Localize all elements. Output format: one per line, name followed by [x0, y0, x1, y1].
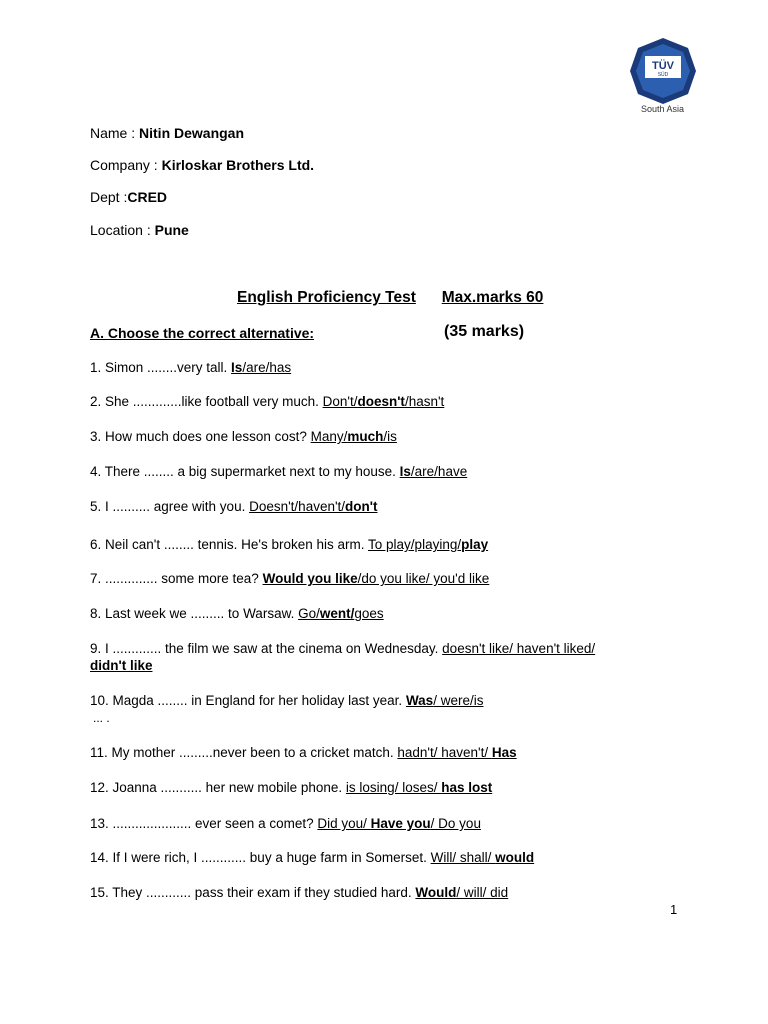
logo-caption: South Asia [641, 104, 685, 114]
page-number: 1 [670, 902, 678, 917]
question-11: 11. My mother .........never been to a cricket match. hadn't/ haven't/ Has [90, 745, 517, 760]
svg-text:TÜV: TÜV [652, 60, 674, 72]
svg-text:SÜD: SÜD [657, 72, 669, 78]
question-15: 15. They ............ pass their exam if they studied hard. Would/ will/ did [90, 885, 509, 900]
question-10-continued: ... . [93, 711, 110, 725]
dept-line: Dept :CRED [90, 189, 168, 205]
question-2: 2. She .............like football very much. Don't/doesn't/hasn't [90, 394, 445, 409]
test-title: English Proficiency Test Max.marks 60 [237, 289, 544, 306]
question-5: 5. I .......... agree with you. Doesn't/haven't/don't [90, 499, 378, 514]
question-6: 6. Neil can't ........ tennis. He's broken his arm. To play/playing/play [90, 537, 489, 552]
question-4: 4. There ........ a big supermarket next to my house. Is/are/have [90, 464, 468, 479]
question-3: 3. How much does one lesson cost? Many/much/is [90, 429, 397, 444]
question-13: 13. ..................... ever seen a comet? Did you/ Have you/ Do you [90, 816, 481, 831]
section-a-marks: (35 marks) [444, 323, 525, 340]
question-12: 12. Joanna ........... her new mobile phone. is losing/ loses/ has lost [90, 780, 493, 795]
question-14: 14. If I were rich, I ............ buy a huge farm in Somerset. Will/ shall/ would [90, 850, 535, 865]
name-line: Name : Nitin Dewangan [90, 125, 245, 141]
location-line: Location : Pune [90, 222, 189, 238]
company-line: Company : Kirloskar Brothers Ltd. [90, 157, 315, 173]
question-9-continued: didn't like [90, 658, 153, 673]
question-8: 8. Last week we ......... to Warsaw. Go/went/goes [90, 606, 384, 621]
section-a-heading: A. Choose the correct alternative: [90, 325, 315, 341]
question-10: 10. Magda ........ in England for her holiday last year. Was/ were/is [90, 693, 484, 708]
question-1: 1. Simon ........very tall. Is/are/has [90, 360, 292, 375]
question-7: 7. .............. some more tea? Would you like/do you like/ you'd like [90, 571, 490, 586]
question-9: 9. I ............. the film we saw at the cinema on Wednesday. doesn't like/ haven't liked/ [90, 641, 596, 656]
